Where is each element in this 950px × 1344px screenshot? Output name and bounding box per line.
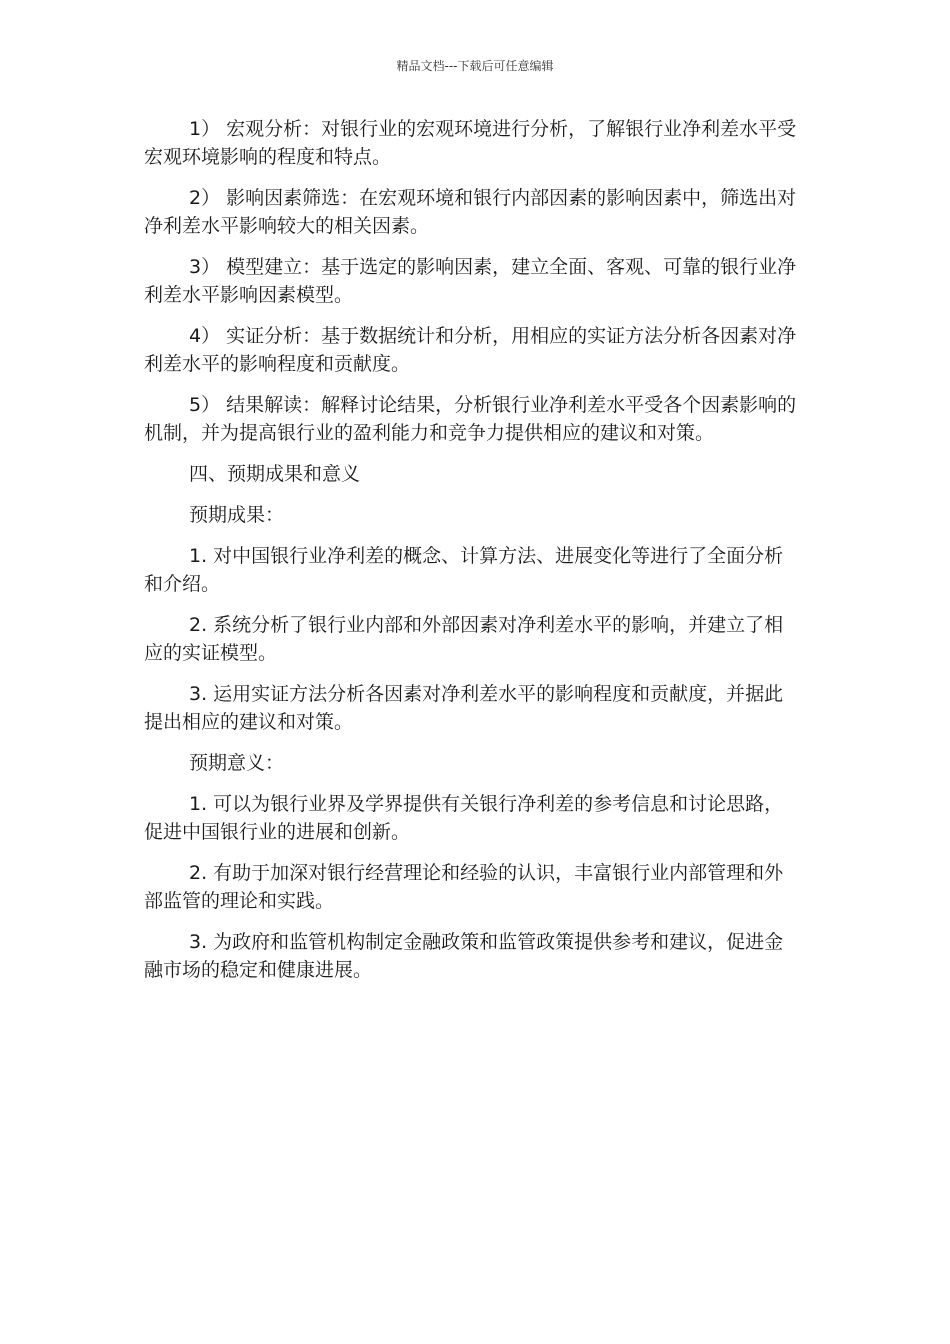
paragraph-factor-screening: 2） 影响因素筛选：在宏观环境和银行内部因素的影响因素中，筛选出对净利差水平影响较大的相关因素。 (144, 187, 797, 237)
page-header: 精品文档---下载后可任意编辑 (396, 59, 554, 73)
expected-significance-item: 3. 为政府和监管机构制定金融政策和监管政策提供参考和建议，促进金融市场的稳定和健康进展。 (144, 931, 784, 981)
expected-significance-label: 预期意义： (189, 752, 285, 774)
paragraph-empirical-analysis: 4） 实证分析：基于数据统计和分析，用相应的实证方法分析各因素对净利差水平的影响程度和贡献度。 (144, 325, 797, 375)
expected-result-item: 3. 运用实证方法分析各因素对净利差水平的影响程度和贡献度，并据此提出相应的建议和对策。 (144, 683, 784, 733)
expected-result-item: 1. 对中国银行业净利差的概念、计算方法、进展变化等进行了全面分析和介绍。 (144, 545, 784, 595)
section-heading: 四、预期成果和意义 (189, 463, 361, 485)
expected-results-label: 预期成果： (189, 504, 285, 526)
expected-result-item: 2. 系统分析了银行业内部和外部因素对净利差水平的影响，并建立了相应的实证模型。 (144, 614, 784, 664)
paragraph-macro-analysis: 1） 宏观分析：对银行业的宏观环境进行分析，了解银行业净利差水平受宏观环境影响的程度和特点。 (144, 118, 797, 168)
expected-significance-item: 1. 可以为银行业界及学界提供有关银行净利差的参考信息和讨论思路，促进中国银行业的进展和创新。 (144, 793, 784, 843)
expected-significance-item: 2. 有助于加深对银行经营理论和经验的认识，丰富银行业内部管理和外部监管的理论和实践。 (144, 862, 784, 912)
document-body (144, 115, 800, 997)
paragraph-result-interpretation: 5） 结果解读：解释讨论结果，分析银行业净利差水平受各个因素影响的机制，并为提高银行业的盈利能力和竞争力提供相应的建议和对策。 (144, 394, 797, 444)
paragraph-model-building: 3） 模型建立：基于选定的影响因素，建立全面、客观、可靠的银行业净利差水平影响因素模型。 (144, 256, 797, 306)
